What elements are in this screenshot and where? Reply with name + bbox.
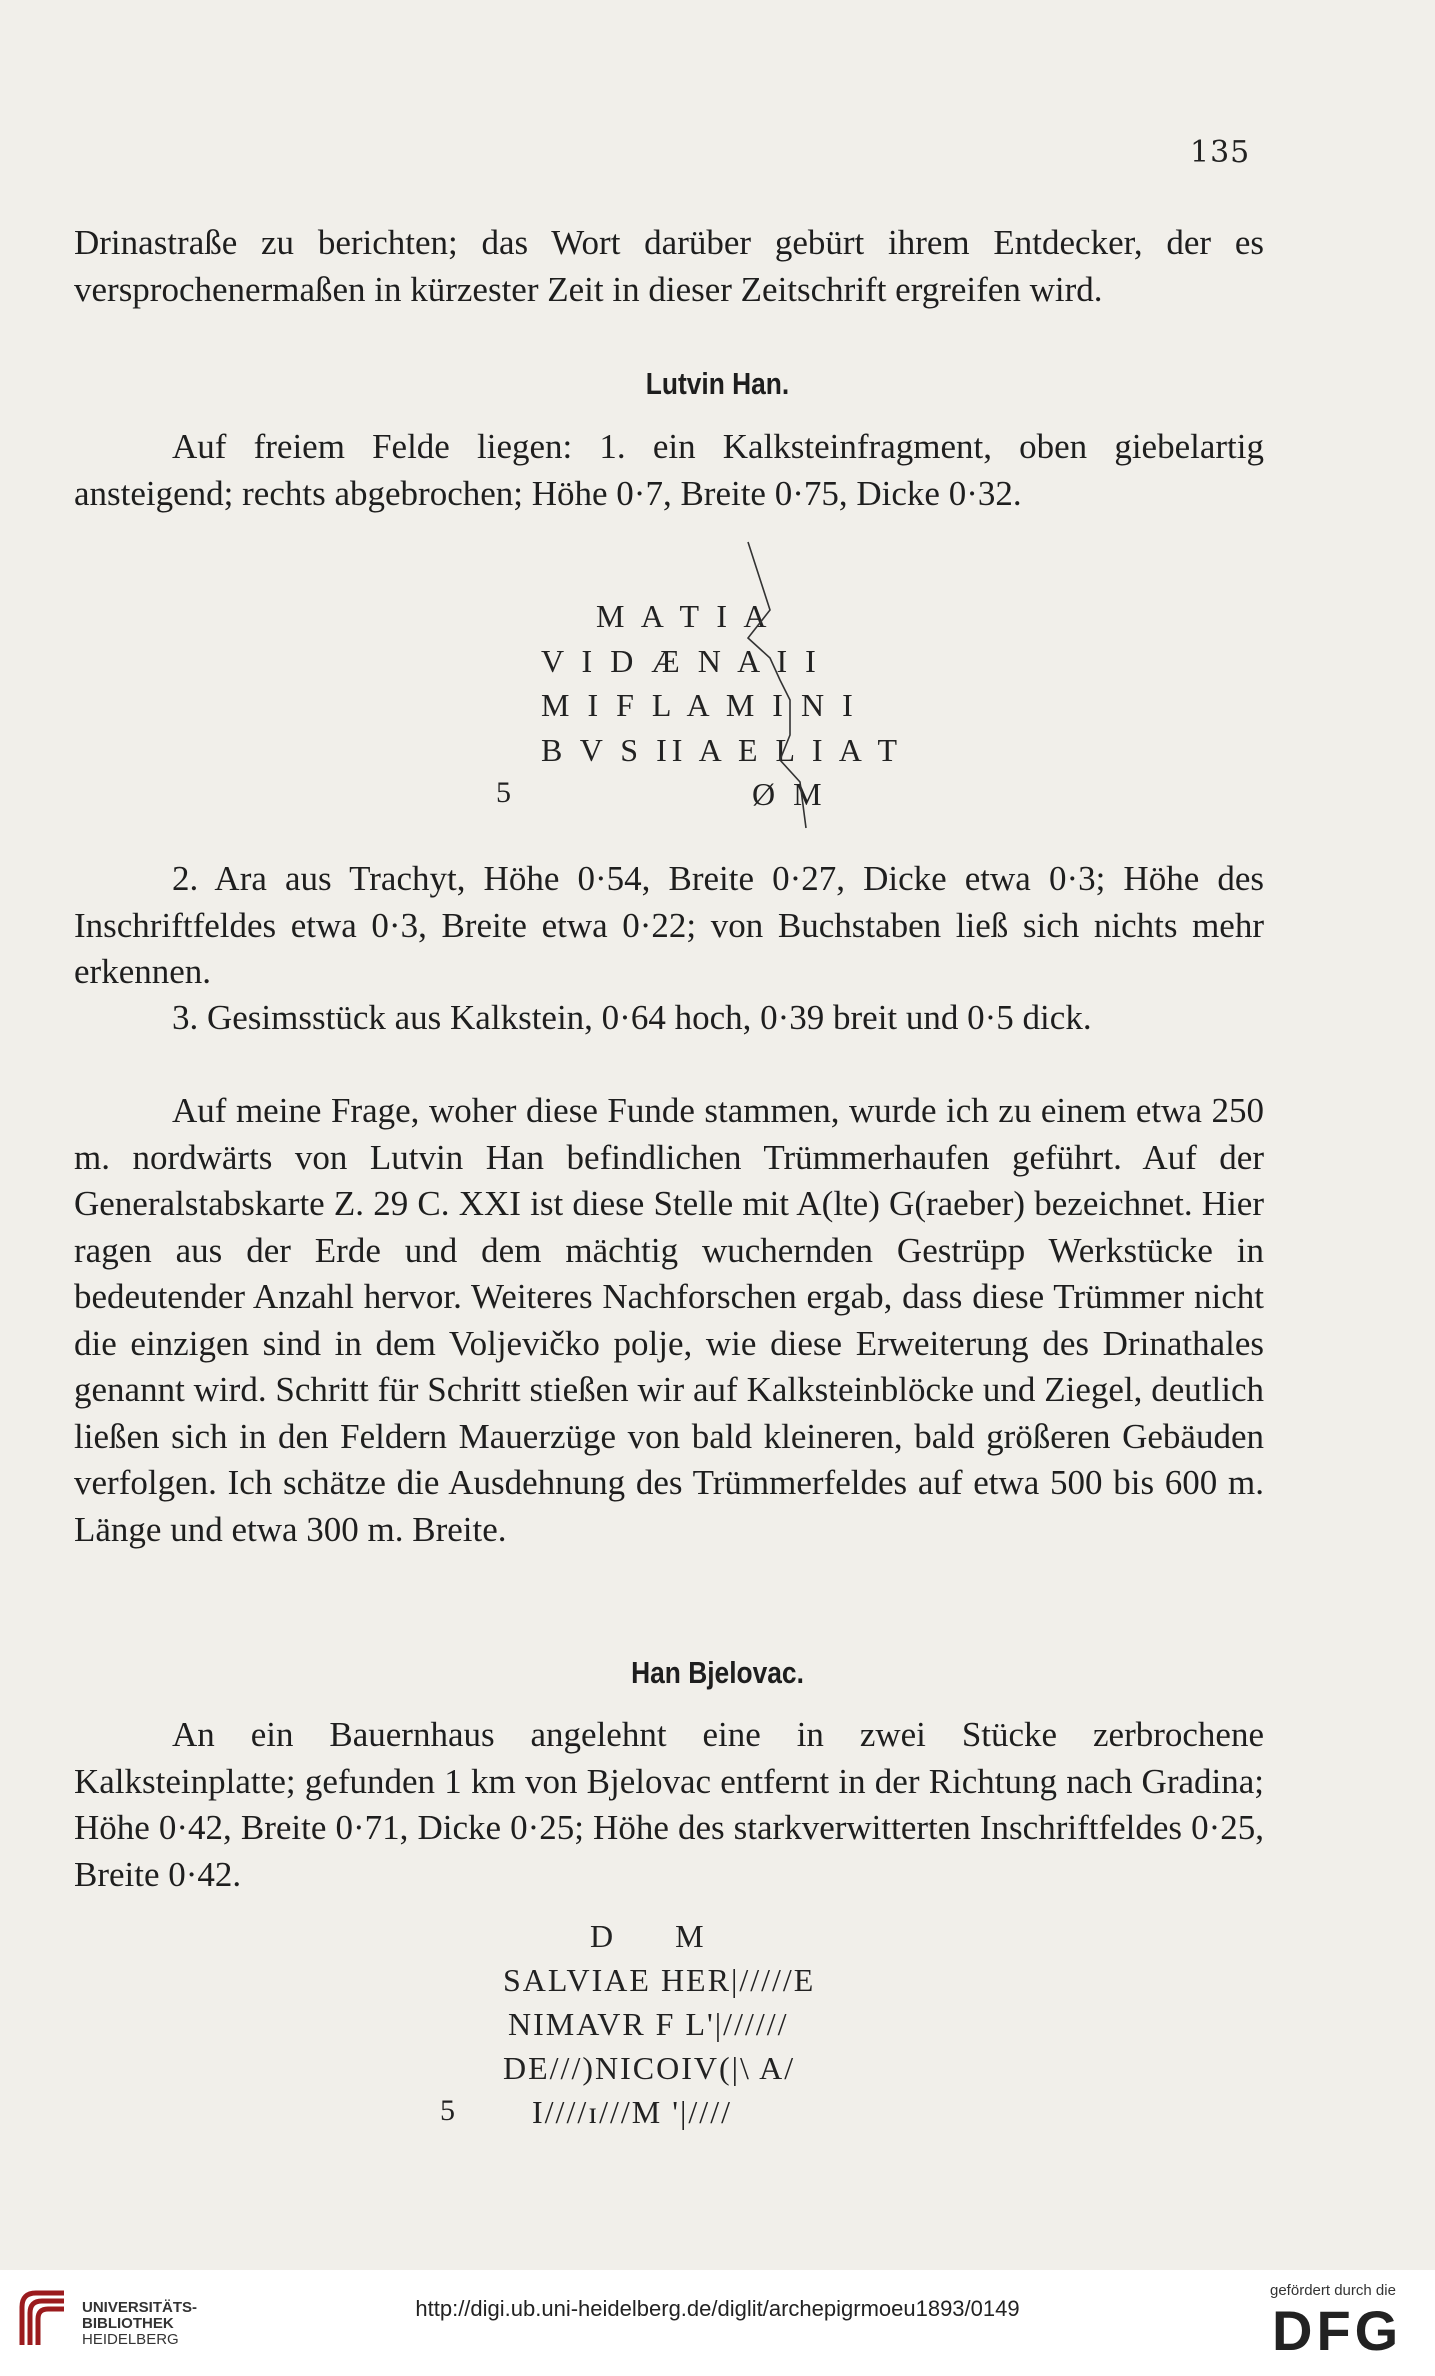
- inscription-line: M I F L A M I N I: [541, 687, 858, 723]
- lutvin-han-paragraph: Auf freiem Felde liegen: 1. ein Kalksteinfragment, oben giebelartig ansteigend; rechts abgebrochen; Höhe 0·7, Breite 0·75, Dicke 0·32.: [74, 427, 1264, 513]
- intro-paragraph: Drinastraße zu berichten; das Wort darüber gebürt ihrem Entdecker, der es versprochenermaßen in kürzester Zeit in dieser Zeitschrift ergreifen wird.: [74, 223, 1264, 309]
- funding-label: gefördert durch die: [1270, 2282, 1396, 2299]
- inscription-line: M A T I A: [596, 598, 772, 634]
- library-line: UNIVERSITÄTS-: [82, 2299, 198, 2316]
- section-heading-han-bjelovac: Han Bjelovac.: [631, 1655, 804, 1690]
- item-3-paragraph: 3. Gesimsstück aus Kalkstein, 0·64 hoch, 0·39 breit und 0·5 dick.: [172, 998, 1092, 1037]
- inscription-line: V I D Æ N A I I: [541, 643, 821, 679]
- inscription-line-number: 5: [440, 2094, 455, 2127]
- inscription-line: D M: [590, 1918, 706, 1954]
- section-heading-lutvin-han: Lutvin Han.: [645, 366, 790, 401]
- dfg-logo: DFG: [1272, 2299, 1403, 2362]
- source-url-link[interactable]: http://digi.ub.uni-heidelberg.de/diglit/archepigrmoeu1893/0149: [415, 2296, 1020, 2321]
- inscription-line: SALVIAE HER|/////E: [503, 1962, 816, 1998]
- footer-bar: [0, 2270, 1435, 2376]
- library-line: HEIDELBERG: [82, 2331, 179, 2348]
- inscription-line: Ø M: [752, 776, 827, 812]
- han-bjelovac-paragraph: An ein Bauernhaus angelehnt eine in zwei Stücke zerbrochene Kalksteinplatte; gefunden 1 km von Bjelovac entfernt in der Richtung nach Gradina; Höhe 0·42, Breite 0·71, Dicke 0·25; Höhe des starkverwitterten Inschriftfeldes 0·25, Breite 0·42.: [74, 1715, 1264, 1894]
- page-number: 135: [1190, 135, 1251, 170]
- findings-paragraph: Auf meine Frage, woher diese Funde stammen, wurde ich zu einem etwa 250 m. nordwärts von Lutvin Han befindlichen Trümmerhaufen geführt. Auf der Generalstabskarte Z. 29 C. XXI ist diese Stelle mit A(lte) G(raeber) bezeichnet. Hier ragen aus der Erde und dem mächtig wuchernden Gestrüpp Werkstücke in bedeutender Anzahl hervor. Weiteres Nachforschen ergab, dass diese Trümmer nicht die einzigen sind in dem Voljevičko polje, wie diese Erweiterung des Drinathales genannt wird. Schritt für Schritt stießen wir auf Kalksteinblöcke und Ziegel, deutlich ließen sich in den Feldern Mauerzüge von bald kleineren, bald größeren Gebäuden verfolgen. Ich schätze die Ausdehnung des Trümmerfeldes auf etwa 500 bis 600 m. Länge und etwa 300 m. Breite.: [74, 1091, 1264, 1549]
- inscription-line: I////ɪ///M '|////: [532, 2094, 732, 2130]
- inscription-line: NIMAVR F L'|//////: [508, 2006, 789, 2042]
- library-line: BIBLIOTHEK: [82, 2315, 174, 2332]
- item-2-paragraph: 2. Ara aus Trachyt, Höhe 0·54, Breite 0·27, Dicke etwa 0·3; Höhe des Inschriftfeldes etwa 0·3, Breite etwa 0·22; von Buchstaben ließ sich nichts mehr erkennen.: [74, 859, 1264, 991]
- inscription-line: B V S II A E L I A T: [541, 732, 903, 768]
- break-line: [740, 540, 860, 830]
- inscription-line-number: 5: [496, 776, 511, 809]
- inscription-line: DE///)NICOIV(|\ A/: [503, 2050, 796, 2086]
